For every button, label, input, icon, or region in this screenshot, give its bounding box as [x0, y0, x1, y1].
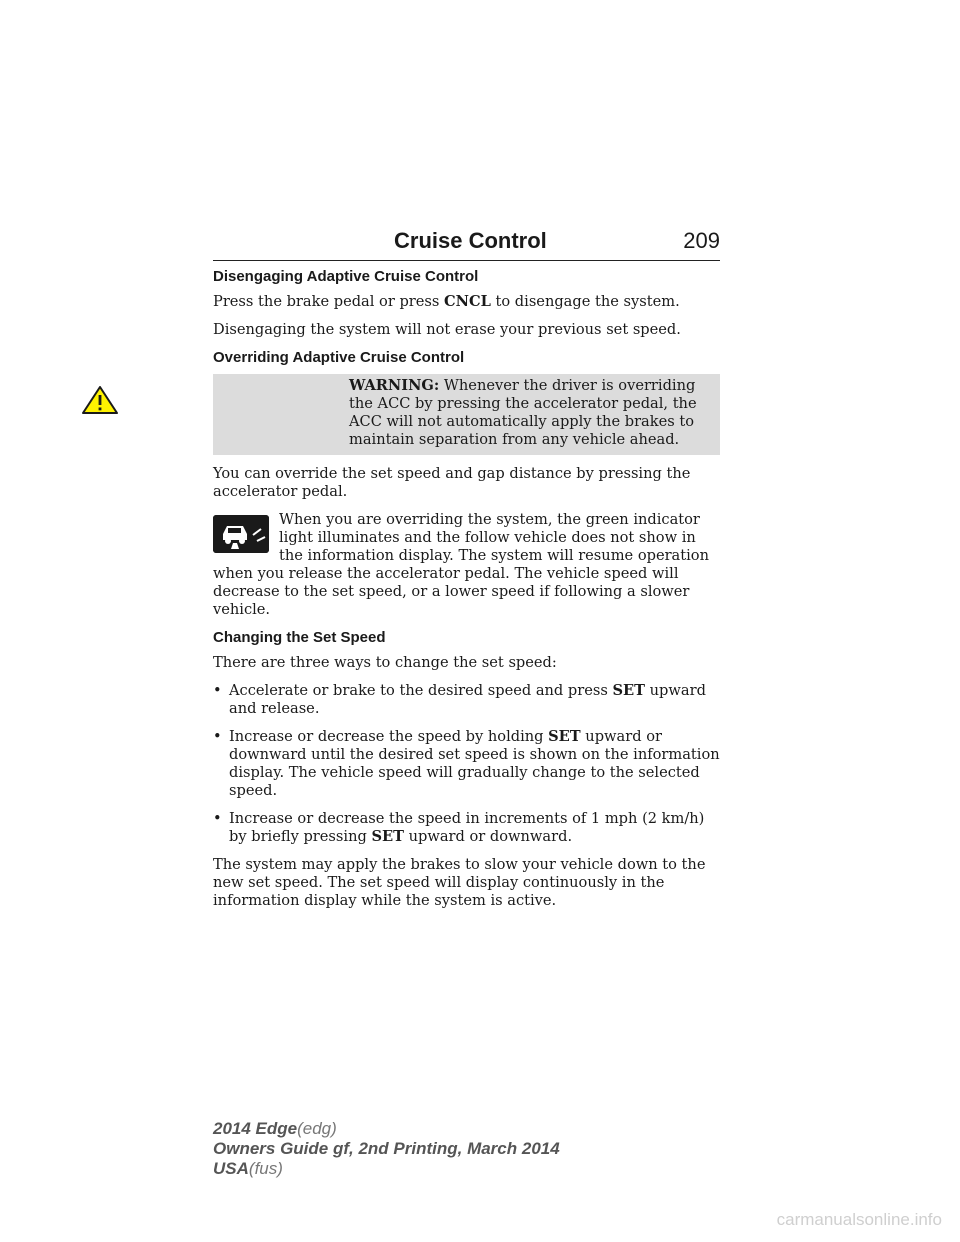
page-number: 209: [683, 228, 720, 253]
footer-model: 2014 Edge: [213, 1119, 298, 1138]
set-label: SET: [371, 828, 404, 845]
watermark-link[interactable]: carmanualsonline.info: [776, 1210, 942, 1229]
heading-disengaging: Disengaging Adaptive Cruise Control: [213, 268, 479, 285]
heading-overriding: Overriding Adaptive Cruise Control: [213, 349, 465, 366]
page-title: Cruise Control: [394, 228, 547, 253]
text-fragment: Increase or decrease the speed in increments of 1 mph (2 km/h) by briefly pressing: [229, 810, 705, 845]
warning-text: Whenever the driver is overriding the ACC by pressing the accelerator pedal, the ACC will not automatically apply the brakes to maintain separation from any vehicle ahead.: [349, 377, 697, 448]
page-header: [213, 226, 720, 261]
warning-label: WARNING:: [349, 377, 440, 394]
text-fragment: to disengage the system.: [490, 293, 680, 310]
text-fragment: upward or downward.: [403, 828, 573, 845]
indicator-description: When you are overriding the system, the green indicator light illuminates and the follow vehicle does not show in the information display. The system will resume operation when you release the accelerator pedal. The vehicle speed will decrease to the set speed, or a lower speed if following a slower vehicle.: [213, 511, 709, 618]
list-item: [213, 728, 720, 800]
set-label: SET: [548, 728, 581, 745]
text-fragment: Press the brake pedal or press: [213, 293, 445, 310]
warning-triangle-icon: [81, 385, 119, 415]
paragraph-override: You can override the set speed and gap distance by pressing the accelerator pedal.: [213, 465, 691, 500]
cncl-label: CNCL: [444, 293, 491, 310]
paragraph-disengage-note: Disengaging the system will not erase your previous set speed.: [213, 321, 681, 338]
warning-lead: [217, 377, 349, 395]
footer-line-market: [213, 1159, 560, 1179]
page-footer: [213, 1119, 560, 1179]
indicator-paragraph: [213, 511, 720, 619]
footer-market-code: (fus): [248, 1159, 283, 1178]
heading-changing: Changing the Set Speed: [213, 629, 386, 646]
list-item: [213, 682, 720, 718]
warning-box: [213, 374, 720, 455]
text-fragment: Accelerate or brake to the desired speed and press: [229, 682, 613, 699]
text-fragment: upward and release.: [229, 682, 706, 717]
page-content: [213, 268, 720, 920]
adaptive-cruise-indicator-icon: [213, 515, 269, 553]
warning-content: [217, 377, 714, 449]
set-speed-methods-list: [213, 682, 720, 846]
text-fragment: Increase or decrease the speed by holding: [229, 728, 549, 745]
paragraph-closing: The system may apply the brakes to slow your vehicle down to the new set speed. The set speed will display continuously in the information display while the system is active.: [213, 856, 706, 909]
footer-market: USA: [213, 1159, 249, 1178]
footer-line-model: [213, 1119, 560, 1139]
footer-line-guide: Owners Guide gf, 2nd Printing, March 2014: [213, 1139, 560, 1158]
text-fragment: upward or downward until the desired set speed is shown on the information display. The vehicle speed will gradually change to the selected speed.: [229, 728, 720, 799]
set-label: SET: [612, 682, 646, 699]
paragraph-disengage-press: [213, 293, 720, 311]
footer-model-code: (edg): [297, 1119, 337, 1138]
paragraph-changing-intro: There are three ways to change the set speed:: [213, 654, 557, 671]
list-item: [213, 810, 720, 846]
